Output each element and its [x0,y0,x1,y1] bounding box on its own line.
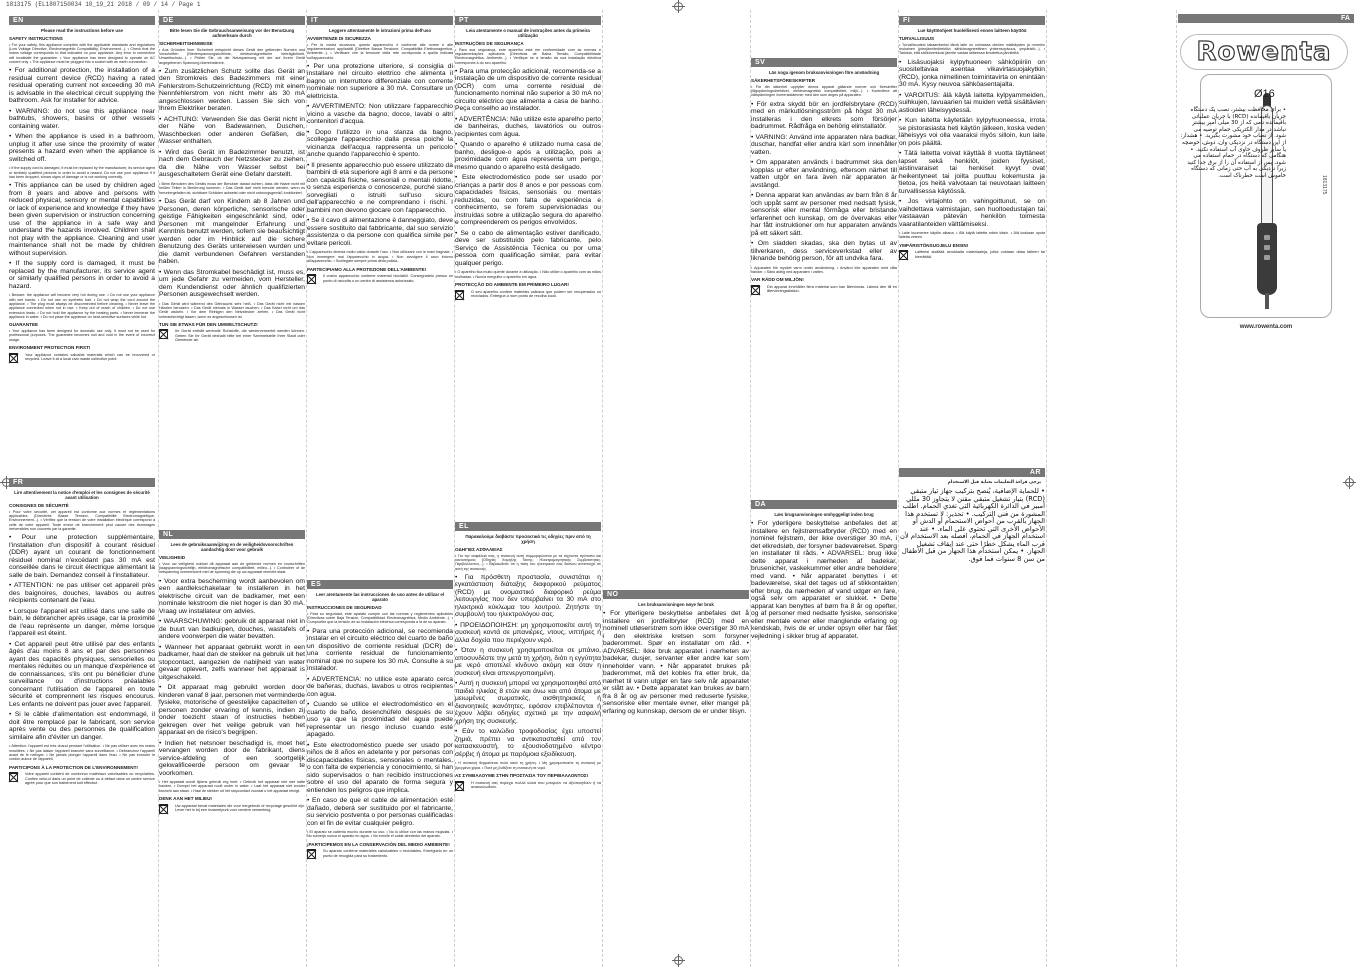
safety-warning-paragraph: • ADVERTENCIA: no utilice este aparato cerca de bañeras, duchas, lavabos u otros recipientes con agua. [307,675,453,698]
power-cord [1265,293,1269,309]
safety-warning-paragraph: • For additional protection, the installation of a residual current device (RCD) having a rated residual operating current not exceeding 30 mA is advisable in the electrical circuit supplying the bathroom. Ask for installer for advice. [9,67,155,105]
fine-print-paragraph: • Voor uw veiligheid voldoet dit apparaat aan de geldende normen en voorschriften (laagspanningsrichtlijn, elektromagnetische compatibiliteit, milieu...). • Controleer of de netspanning overeenkomt met de spanning die op uw apparaat vermeld staat. [159,561,305,575]
print-slug: 1813175 (EL1807150034 10_19_21 2018 / 09 / 14 / Page 1 [6,1,201,8]
language-section-es [306,578,454,962]
fine-print-paragraph: • Per la vostra sicurezza, questo apparecchio è conforme alle norme e alle regolamentazioni applicabili (Direttive Bassa Tensione, Compatibilità Elettromagnetica, Ambiente...). • Verificare che la tensione della rete corrisponda a quella indicata sull'apparecchio. [307,42,453,60]
safety-warning-paragraph: • En caso de que el cable de alimentación esté dañado, deberá ser sustituido por el fabricante, su servicio postventa o por personas cualificadas con el fin de evitar cualquier peligro. [307,797,453,827]
language-code-badge: PT [455,16,601,25]
fine-print-paragraph: • O aparelho fica muito quente durante a utilização. • Não utilize o aparelho com as mãos molhadas. • Nunca mergulhe o aparelho em água. [455,270,601,279]
crossed-bin-icon [307,849,316,859]
safety-warning-paragraph: • للحماية الإضافية، يُنصح بتركيب جهاز تيار متبقي (RCD) بتيار تشغيل متبقي مقنن لا يتجاوز 30 مللي أمبير في الدائرة الكهربائية التي تغذي الحمام. اطلب المشورة من فني التركيب. • تحذير: لا تستخدم هذا الجهاز بالقرب من أحواض الاستحمام أو الدش أو الأحواض الأخرى التي تحتوي على الماء. • عند استخدام الجهاز في الحمام، افصله بعد الاستخدام لأن قرب الماء يشكل خطرًا حتى عند إيقاف تشغيل الجهاز. • يمكن استخدام هذا الجهاز من قبل الأطفال من سن 8 سنوات فما فوق. [899,487,1045,563]
safety-warning-paragraph: • Para una protección adicional, se recomienda instalar en el circuito eléctrico del cuarto de baño un dispositivo de corriente residual (DCR) de una corriente residual de funcionamiento nominal que no supere los 30 mA. Consulte a su instalador. [307,627,453,673]
safety-warning-paragraph: • Om apparaten används i badrummet ska den kopplas ur efter användning, eftersom närhet till vatten utgör en fara även när apparaten är avstängd. [751,159,897,189]
safety-warning-paragraph: • ACHTUNG: Verwenden Sie das Gerät nicht in der Nähe von Badewannen, Duschen, Waschbecken oder anderen Gefäßen, die Wasser enthalten. [159,115,305,146]
safety-warning-paragraph: • Voor extra bescherming wordt aanbevolen om een aardlekschakelaar te installeren in het elektrische circuit van de badkamer, met een nominale lekstroom die niet hoger is dan 30 mA. Vraag uw installateur om advies. [159,577,305,615]
section-heading: GUARANTEE [9,322,39,328]
temperature-button-icon [1264,235,1270,240]
safety-warning-paragraph: • Cet appareil peut être utilisé par des enfants âgés d'au moins 8 ans et par des personnes ayant des capacités physiques, sensorielles ou mentales réduites ou un manque d'expérience et de connaissances, s'ils ont pu bénéficier d'une surveillance ou d'instructions préalables concernant l'utilisation de l'appareil en toute sécurité et comprennent les risques encourus. Les enfants ne doivent pas jouer avec l'appareil. [9,640,155,708]
safety-warning-paragraph: • Zum zusätzlichen Schutz sollte das Gerät an den Stromkreis des Badezimmers mit einer Fehlerstrom-Schutzeinrichtung (RCD) mit einem Nennfehlerstrom von nicht mehr als 30 mA angeschlossen werden. Lassen Sie sich von Ihrem Elektriker beraten. [159,67,305,113]
fold-line [1046,10,1047,967]
language-code-badge: EL [455,522,601,531]
safety-warning-paragraph: • Si le câble d'alimentation est endommagé, il doit être remplacé par le fabricant, son service après vente ou des personnes de qualification similaire afin d'éviter un danger. [9,711,155,741]
power-button-icon [1264,255,1270,260]
crossed-bin-icon [455,781,464,791]
recycling-text: Votre appareil contient de nombreux matériaux valorisables ou recyclables. Confiez celui-ci dans un point de collecte ou à défaut dans un centre service agréé pour que son traitement soit effectué. [25,772,155,786]
fine-print-paragraph: • Laite kuumenee käytön aikana. • Älä käytä laitetta märin käsin. • Älä koskaan upota laitetta veteen. [899,231,1045,240]
language-code-badge: IT [307,16,453,25]
safety-warning-paragraph: • Dopo l'utilizzo in una stanza da bagno, scollegare l'apparecchio dalla presa poiché la vicinanza dell'acqua rappresenta un pericolo anche quando l'apparecchio è spento. [307,128,453,159]
safety-warning-paragraph: • Quando o aparelho é utilizado numa casa de banho, desligue-o após a utilização, pois a proximidade com água representa um perigo, mesmo quando o aparelho está desligado. [455,141,601,171]
cover-panel [1178,14,1354,962]
section-heading: TUN SIE ETWAS FÜR DEN UMWELTSCHUTZ! [159,321,258,327]
language-section-no [602,588,750,962]
section-heading: ¡PARTICIPEMOS EN LA CONSERVACIÓN DEL MEDIO AMBIENTE! [307,841,450,847]
safety-warning-paragraph: • When the appliance is used in a bathroom, unplug it after use since the proximity of water presents a hazard even when the appliance is switched off. [9,133,155,163]
read-instructions-lead: Leia atentamente o manual de instruções antes da primeira utilização [466,28,590,38]
section-heading: YMPÄRISTÖNSUOJELU ENSIN! [899,242,969,248]
language-section-ar [898,466,1046,962]
section-heading: PARTICIPONS À LA PROTECTION DE L'ENVIRONNEMENT! [9,764,138,770]
fine-print-paragraph: • Turvallisuutesi takaamiseksi tämä laite on voimassa olevien määräysten ja normien mukainen (pienjännitedirektiivi, sähkömagneettinen yhteensopivuus, ympäristö...). • Tarkista, että sähköverkkosi jännite vastaa laitteessa ilmoitettua jännitettä. [899,42,1045,56]
language-code-badge: SV [751,58,897,67]
crossed-bin-icon [9,353,18,363]
language-section-el [454,520,602,962]
fine-print-paragraph: • Pour votre sécurité, cet appareil est conforme aux normes et réglementations applicables (Directives Basse Tension, Compatibilité Electromagnétique, Environnement...). • Vérifiez que la tension de votre installation électrique correspond à celle de votre appareil. Toute erreur de branchement peut causer des dommages irréversibles non couverts par la garantie. [9,509,155,531]
read-instructions-lead: Lue käyttöohjeet huolellisesti ennen laitteen käyttöä [917,28,1027,33]
fine-print-paragraph: • L'apparecchio diventa molto caldo durante l'uso. • Non utilizzare con le mani bagnate. • Non immergere mai l'apparecchio in acqua. • Non avvolgere il cavo intorno all'apparecchio. • Scollegare sempre prima della pulizia. [307,250,453,264]
language-section-de [158,14,306,524]
crossed-bin-icon [899,250,908,260]
safety-warning-paragraph: • VAROITUS: älä käytä laitetta kylpyammeiden, suihkujen, lavuaarien tai muiden vettä sisältävien astioiden läheisyydessä. [899,91,1045,114]
safety-warning-paragraph: • Lisäsuojaksi kylpyhuoneen sähköpiiriin on suositeltavaa asentaa vikavirtasuojakytkin (RCD), jonka nimellinen toimintavirta on enintään 30 mA. Kysy neuvoa sähköasentajalta. [899,58,1045,89]
recycling-text: O seu aparelho contém materiais valiosos que podem ser recuperados ou reciclados. Entregue-o num ponto de recolha local. [471,289,601,299]
safety-warning-paragraph: • För extra skydd bör en jordfelsbrytare (RCD) med en märkutlösningsström på högst 30 mA installeras i den elkrets som försörjer badrummet. Rådfråga en behörig elinstallatör. [751,100,897,131]
fine-print-paragraph: • För din säkerhet uppfyller denna apparat gällande normer och föreskrifter (lågspänningsdirektivet, elektromagnetisk kompatibilitet, miljö...). • Kontrollera att nätspänningen överensstämmer med den som anges på apparaten. [751,84,897,98]
recycling-text: Uw apparaat bevat materialen die voor hergebruik of recyclage geschikt zijn. Lever het in bij een inzamelpunt voor verdere verwerking. [175,803,305,813]
recycling-note [159,329,305,342]
safety-warning-paragraph: • WARNING: do not use this appliance near bathtubs, showers, basins or other vessels containing water. [9,107,155,130]
language-code-badge: FI [899,16,1045,25]
safety-warning-paragraph: • Pour une protection supplémentaire, l'installation d'un dispositif à courant résiduel (DDR) ayant un courant de fonctionnement résiduel nominal n'excédant pas 30 mA est conseillée dans le circuit électrique alimentant la salle de bain. Demandez conseil à l'installateur. [9,534,155,579]
safety-warning-paragraph: • Wird das Gerät im Badezimmer benutzt, ist nach dem Gebrauch der Netzstecker zu ziehen, da die Nähe von Wasser selbst bei ausgeschaltetem Gerät eine Gefahr darstellt. [159,148,305,179]
registration-mark-icon [674,2,683,11]
product-code: 1813175 [1321,175,1327,195]
safety-warning-paragraph: • Όταν η συσκευή χρησιμοποιείται σε μπάνιο, αποσυνδέστε την μετά τη χρήση, διότι η εγγύτητα με νερό αποτελεί κίνδυνο ακόμη και όταν η συσκευή είναι απενεργοποιημένη. [455,647,601,677]
fine-print-paragraph: • For your safety, this appliance complies with the applicable standards and regulations (Low Voltage Directive, Electromagnetic Compatibility, Environment...). • Check that the mains voltage corresponds to that indicated on your appliance. Any error in connection will invalidate the guarantee. • Your appliance has been designed to operate on AC current only. • The appliance must be plugged into a socket with an earth connection. [9,42,155,64]
crossed-bin-icon [159,329,168,339]
safety-warning-paragraph: • Εάν το καλώδιο τροφοδοσίας έχει υποστεί ζημιά, πρέπει να αντικατασταθεί από τον κατασκευαστή, το εξουσιοδοτημένο κέντρο σέρβις ή άτομα με παρόμοια εξειδίκευση. [455,728,601,758]
section-heading: ΟΔΗΓΙΕΣ ΑΣΦΑΛΕΙΑΣ [455,547,503,552]
safety-warning-paragraph: • VARNING: Använd inte apparaten nära badkar, duschar, handfat eller andra kärl som innehåller vatten. [751,133,897,156]
safety-warning-paragraph: • Αυτή η συσκευή μπορεί να χρησιμοποιηθεί από παιδιά ηλικίας 8 ετών και άνω και από άτομα με μειωμένες σωματικές, αισθητηριακές ή διανοητικές ικανότητες, εφόσον επιβλέπονται ή έχουν λάβει οδηγίες σχετικά με την ασφαλή χρήση της συσκευής. [455,680,601,725]
recycling-note [455,781,601,791]
fine-print-paragraph: • Beware: the appliance will become very hot during use. • Do not use your appliance with wet hands. • Do not use on synthetic hair. • Do not wrap the cord around the appliance. • The plug must always be disconnected before cleaning. • Never leave the appliance connected when not in use. • Keep out of reach of children. • Do not use extension leads. • Do not hold the appliance by the heating parts. • Never immerse the appliance in water. • Do not place the appliance on heat-sensitive surfaces while hot. [9,293,155,320]
recycling-note [455,290,601,300]
section-heading: INSTRUÇÕES DE SEGURANÇA [455,41,524,46]
language-code-badge: FR [9,478,155,487]
safety-warning-paragraph: • Il presente apparecchio può essere utilizzato da bambini di età superiore agli 8 anni e da persone con capacità fisiche, sensoriali o mentali ridotte, o senza esperienza o conoscenze, purché siano sorvegliati o istruiti sull'uso sicuro dell'apparecchio e ne comprendano i rischi. I bambini non devono giocare con l'apparecchio. [307,161,453,214]
safety-warning-paragraph: • Για πρόσθετη προστασία, συνιστάται η εγκατάσταση διάταξης διαφορικού ρεύματος (RCD) με ονομαστικό διαφορικό ρεύμα λειτουργίας που δεν υπερβαίνει τα 30 mA στο ηλεκτρικό κύκλωμα του λουτρού. Ζητήστε τη συμβουλή του ηλεκτρολόγου σας. [455,573,601,619]
safety-warning-paragraph: • ADVERTÊNCIA: Não utilize este aparelho perto de banheiras, duches, lavatórios ou outros recipientes com água. [455,115,601,138]
language-section-nl [158,528,306,962]
fine-print-paragraph: • Η συσκευή θερμαίνεται πολύ κατά τη χρήση. • Μη χρησιμοποιείτε τη συσκευή με βρεγμένα χέρια. • Ποτέ μη βυθίζετε τη συσκευή σε νερό. [455,761,601,770]
fine-print-paragraph: • Apparaten blir mycket varm under användning. • Använd inte apparaten med våta händer. • Sänk aldrig ned apparaten i vatten. [751,265,897,274]
language-code-badge: DA [751,500,897,509]
recycling-note [307,849,453,859]
safety-warning-paragraph: • Se o cabo de alimentação estiver danificado, deve ser substituído pelo fabricante, pelo Serviço de Assistência Técnica ou por uma pessoa com qualificação similar, para evitar qualquer perigo. [455,229,601,267]
read-instructions-lead: Läs noga igenom bruksanvisningen före användning [768,70,880,75]
fine-print-paragraph: • Your appliance has been designed for domestic use only. It must not be used for professional purposes. The guarantee becomes null and void in the event of incorrect usage. [9,329,155,342]
crossed-bin-icon [455,290,464,300]
read-instructions-lead: Leer atentamente las instrucciones de uso antes de utilizar el aparato [315,592,445,602]
crossed-bin-icon [159,804,168,814]
language-code-badge: AR [899,468,1045,477]
section-heading: ENVIRONMENT PROTECTION FIRST! [9,345,91,351]
read-instructions-lead: يرجى قراءة التعليمات بعناية قبل الاستخدام [947,480,1041,485]
recycling-text: Ihr Gerät enthält wertvolle Rohstoffe, die wiederverwertet werden können. Geben Sie Ihr Gerät deshalb bitte bei einer Sammelstelle Ihrer Stadt oder Gemeinde ab. [175,329,305,343]
safety-warning-paragraph: • Se il cavo di alimentazione è danneggiato, deve essere sostituito dal fabbricante, dal suo servizio assistenza o da persone con qualifica simile per evitare pericoli. [307,217,453,247]
section-heading: VEILIGHEID [159,555,186,560]
safety-warning-paragraph: • Indien het netsnoer beschadigd is, moet het vervangen worden door de fabrikant, diens service-afdeling of een soortgelijk gekwalificeerde persoon om gevaar te voorkomen. [159,739,305,777]
safety-warning-paragraph: • Jos virtajohto on vahingoittunut, se on vaihdettava valmistajan, sen huoltoedustajan tai vastaavan pätevän henkilön toimesta vaaratilanteiden välttämiseksi. [899,198,1045,228]
recycling-text: Your appliance contains valuable materials which can be recovered or recycled. Leave it at a local civic waste collection point. [25,352,155,362]
language-section-en [8,14,156,474]
recycling-note [751,285,897,295]
fine-print-paragraph: • Για την ασφάλειά σας, η συσκευή αυτή συμμορφώνεται με τα ισχύοντα πρότυπα και κανονισμούς (Οδηγίες Χαμηλής Τάσης, Ηλεκτρομαγνητικής Συμβατότητας, Περιβάλλοντος...). • Βεβαιωθείτε ότι η τάση του ηλεκτρικού σας δικτύου αντιστοιχεί σε αυτή της συσκευής. [455,553,601,571]
section-heading: SICHERHEITSHINWEISE [159,41,213,46]
safety-warning-paragraph: • Lorsque l'appareil est utilisé dans une salle de bain, le débrancher après usage, car la proximité de l'eau représente un danger, même lorsque l'appareil est éteint. [9,607,155,638]
safety-warning-paragraph: • Kun laitetta käytetään kylpyhuoneessa, irrota se pistorasiasta heti käytön jälkeen, koska veden läheisyys voi olla vaaraksi myös silloin, kun laite on pois päältä. [899,117,1045,147]
section-heading: INSTRUCCIONES DE SEGURIDAD [307,605,382,610]
safety-warning-paragraph: • For ytterligere beskyttelse anbefales det å installere en jordfeilbryter (RCD) med en nominell utløserstrøm som ikke overstiger 30 mA i den elektriske kretsen som forsyner baderommet. Spør en installatør om råd. • ADVARSEL: Ikke bruk apparatet i nærheten av badekar, dusjer, servanter eller andre kar som inneholder vann. • Når apparatet brukes på baderommet, må det kobles fra etter bruk, da nærhet til vann utgjør en fare selv når apparatet er slått av. • Dette apparatet kan brukes av barn fra 8 år og av personer med reduserte fysiske, sensoriske eller mentale evner, eller mangel på erfaring og kunnskap, dersom de er under tilsyn. [603,610,749,715]
fold-line [1176,10,1177,967]
safety-warning-paragraph: • Para uma protecção adicional, recomenda-se a instalação de um dispositivo de corrente residual (DCR) com uma corrente residual de funcionamento nominal não superior a 30 mA no circuito eléctrico que alimenta a casa de banho. Peça conselho ao instalador. [455,67,601,113]
safety-warning-paragraph: • Om sladden skadas, ska den bytas ut av tillverkaren, dess serviceverkstad eller av liknande behörig person, för att undvika fara. [751,240,897,263]
crossed-bin-icon [751,285,760,295]
section-heading: PROTECÇÃO DO AMBIENTE EM PRIMEIRO LUGAR! [455,282,569,288]
read-instructions-lead: Lees de gebruiksaanwijzing en de veiligheidsvoorschriften aandachtig door voor gebruik [170,542,294,552]
section-heading: TURVALLISUUS [899,36,935,41]
section-heading: VAR RÄDD OM MILJÖN! [751,277,804,283]
recycling-text: Su aparato contiene materiales valorizables o reciclables. Entréguelo en un punto de recogida para su tratamiento. [323,849,453,858]
fine-print-paragraph: • If the supply cord is damaged, it must be replaced by the manufacturer, its service agent or similarly qualified persons in order to avoid a hazard. Do not use your appliance if it has been dropped, shows signs of damage or is not working correctly. [9,166,155,179]
language-section-sv [750,56,898,496]
safety-warning-paragraph: • Wenn das Stromkabel beschädigt ist, muss es, um jede Gefahr zu vermeiden, vom Hersteller, dem Kundendienst oder ähnlich qualifizierten Personen ausgewechselt werden. [159,268,305,298]
safety-warning-paragraph: • ATTENTION: ne pas utiliser cet appareil près des baignoires, douches, lavabos ou autres récipients contenant de l'eau. [9,582,155,605]
language-code-fa: FA [1178,14,1354,23]
safety-warning-paragraph: • ΠΡΟΕΙΔΟΠΟΙΗΣΗ: μη χρησιμοποιείτε αυτή τη συσκευή κοντά σε μπανιέρες, ντους, νιπτήρες ή άλλα δοχεία που περιέχουν νερό. [455,621,601,644]
fa-safety-text: • برای محافظت بیشتر، نصب یک دستگاه جریان باقیمانده (RCD) با جریان عملیاتی باقیمانده نامی که از 30 میلی آمپر بیشتر نباشد در مدار الکتریکی حمام توصیه می شود. از نصاب خود مشورت بگیرید. • هشدار: از این دستگاه در نزدیکی وان، دوش، حوضچه یا سایر ظروف حاوی آب استفاده نکنید. • هنگامی که دستگاه در حمام استفاده می شود، پس از استفاده آن را از برق جدا کنید زیرا نزدیکی به آب حتی زمانی که دستگاه خاموش است خطرناک است. [1180,107,1286,179]
safety-warning-paragraph: • Denna apparat kan användas av barn från 8 år och uppåt samt av personer med nedsatt fysisk, sensorisk eller mental förmåga eller bristande erfarenhet och kunskap, om de övervakas eller har fått instruktioner om hur apparaten används på ett säkert sätt. [751,192,897,237]
language-code-badge: EN [9,16,155,25]
fine-print-paragraph: • El aparato se calienta mucho durante su uso. • No lo utilice con las manos mojadas. • No sumerja nunca el aparato en agua. • No enrolle el cable alrededor del aparato. [307,830,453,839]
fine-print-paragraph: • Het apparaat wordt tijdens gebruik erg heet. • Gebruik het apparaat niet met natte handen. • Dompel het apparaat nooit onder in water. • Laat het apparaat niet zonder toezicht aan staan. • Haal de stekker uit het stopcontact voordat u het apparaat reinigt. [159,780,305,793]
website: www.rowenta.com [1239,324,1293,330]
safety-warning-paragraph: • For yderligere beskyttelse anbefales det at installere en fejlstrømsafbryder (RCD) med en nominel fejlstrøm, der ikke overstiger 30 mA, i det elkredsløb, der forsyner badeværelset. Spørg en installatør til råds. • ADVARSEL: brug ikke dette apparat i nærheden af badekar, brusenicher, vaskekummer eller andre beholdere med vand. • Når apparatet benyttes i et badeværelse, skal det tages ud af stikkontakten efter brug, da nærheden af vand udgør en fare, også selv om apparatet er slukket. • Dette apparat kan benyttes af børn fra 8 år og opefter, og af personer med nedsatte fysiske, sensoriske eller mentale evner eller manglende erfaring og kendskab, hvis de er under opsyn eller har fået vejledning i sikker brug af apparatet. [751,520,897,640]
recycling-note [9,353,155,363]
fine-print-paragraph: • Attention: l'appareil est très chaud pendant l'utilisation. • Ne pas utiliser avec les mains mouillées. • Ne pas laisser l'appareil branché sans surveillance. • Débranchez l'appareil avant de le nettoyer. • Ne jamais plonger l'appareil dans l'eau. • Ne pas enrouler le cordon autour de l'appareil. [9,744,155,762]
section-heading: ΑΣ ΣΥΜΒΑΛΟΥΜΕ ΣΤΗΝ ΠΡΟΣΤΑΣΙΑ ΤΟΥ ΠΕΡΙΒΑΛΛΟΝΤΟΣ! [455,773,589,779]
safety-warning-paragraph: • This appliance can be used by children aged from 8 years and above and persons with reduced physical, sensory or mental capabilities or lack of experience and knowledge if they have been given supervision or instruction concerning use of the appliance in a safe way and understand the hazards involved. Children shall not play with the appliance. Cleaning and user maintenance shall not be made by children without supervision. [9,182,155,257]
temperature-button-icon [1264,245,1270,250]
recycling-note [159,804,305,814]
recycling-text: Il vostro apparecchio contiene materiali riciclabili. Consegnatelo presso un punto di raccolta o un centro di assistenza autorizzato. [323,274,453,283]
recycling-text: Din apparat innehåller flera material som kan återvinnas. Lämna den till en återvinningsstation. [767,284,897,294]
language-section-fi [898,14,1046,464]
safety-warning-paragraph: • Cuando se utilice el electrodoméstico en el cuarto de baño, desenchúfelo después de su uso ya que la proximidad del agua puede representar un riesgo incluso cuando esté apagado. [307,701,453,739]
language-code-badge: DE [159,16,305,25]
safety-warning-paragraph: • Per una protezione ulteriore, si consiglia di installare nel circuito elettrico che alimenta il bagno un interruttore differenziale con corrente nominale non superiore a 30 mA. Consultare un elettricista. [307,62,453,100]
read-instructions-lead: Les bruksanvisningen nøye før bruk [638,602,714,607]
fine-print-paragraph: • Para su seguridad, este aparato cumple con las normas y reglamentos aplicables (Directivas sobre Baja Tensión, Compatibilidad Electromagnética, Medio Ambiente...). • Compruebe que la tensión de su instalación eléctrica corresponda a la de su aparato. [307,611,453,625]
safety-warning-paragraph: • Dit apparaat mag gebruikt worden door kinderen vanaf 8 jaar, personen met verminderde fysieke, motorische of geestelijke capaciteiten of personen zonder ervaring of kennis, indien zij onder toezicht staan of instructies hebben gekregen over het veilige gebruik van het apparaat en de risico's begrijpen. [159,684,305,737]
crossed-bin-icon [307,274,316,284]
read-instructions-lead: Bitte lesen Sie die Gebrauchsanweisung vor der Benutzung aufmerksam durch [169,28,295,38]
safety-warning-paragraph: • If the supply cord is damaged, it must be replaced by the manufacturer, its service agent or similarly qualified persons in order to avoid a hazard. [9,260,155,290]
read-instructions-lead: Παρακαλούμε διαβάστε προσεκτικά τις οδηγίες πριν από τη χρήση [465,534,591,544]
brand-logo: Rowenta [1180,34,1348,70]
safety-warning-paragraph: • AVVERTIMENTO: Non utilizzare l'apparecchio vicino a vasche da bagno, docce, lavabi o altri contenitori d'acqua. [307,103,453,126]
barrel-diameter: Ø16 [1254,88,1275,100]
crossed-bin-icon [9,772,18,782]
language-section-da [750,498,898,962]
recycling-note [9,772,155,785]
language-section-fr [8,476,156,962]
fine-print-paragraph: • Beim Benutzen des Geräts muss der Benutzer darauf achten, dass die Haare nicht mit heißen Teilen in Berührung kommen. • Das Gerät darf nicht benutzt werden, wenn es heruntergefallen ist, sichtbare Schäden aufweist oder nicht ordnungsgemäß funktioniert. [159,181,305,195]
section-heading: SÄKERHETSFÖRESKRIFTER [751,78,816,83]
read-instructions-lead: Please read the instructions before use [41,28,123,33]
fine-print-paragraph: • Das Gerät wird während des Gebrauchs sehr heiß. • Das Gerät nicht mit nassen Händen benutzen. • Das Gerät niemals in Wasser tauchen. • Das Kabel nicht um das Gerät wickeln. • Vor dem Reinigen den Netzstecker ziehen. • Das Gerät nicht unbeaufsichtigt lassen, wenn es angeschlossen ist. [159,301,305,319]
section-heading: SAFETY INSTRUCTIONS [9,36,63,41]
safety-warning-paragraph: • WAARSCHUWING: gebruik dit apparaat niet in de buurt van badkuipen, douches, wastafels of andere voorwerpen die water bevatten. [159,618,305,641]
fine-print-paragraph: • Aus Gründen Ihrer Sicherheit entspricht dieses Gerät den geltenden Normen und Vorschriften (Niederspannungsrichtlinie, elektromagnetische Verträglichkeit, Umweltschutz...). • Prüfen Sie, ob die Netzspannung mit der auf Ihrem Gerät angegebenen Spannung übereinstimmt. [159,47,305,65]
language-section-it [306,14,454,574]
safety-warning-paragraph: • Este electrodoméstico puede ser usado por niños de 8 años en adelante y por personas con discapacidades físicas, sensoriales o mentales, o con falta de experiencia y conocimiento, si han sido supervisados o han recibido instrucciones sobre el uso del aparato de forma segura y entienden los peligros que implica. [307,741,453,794]
recycling-note [307,274,453,284]
safety-warning-paragraph: • Wanneer het apparaat gebruikt wordt in een badkamer, haal dan de stekker na gebruik uit het stopcontact, aangezien de nabijheid van water gevaar oplevert, zelfs wanneer het apparaat is uitgeschakeld. [159,643,305,681]
recycling-note [899,250,1045,260]
language-section-pt [454,14,602,514]
read-instructions-lead: Læs brugsanvisningen omhyggeligt inden brug [774,512,874,517]
read-instructions-lead: Leggere attentamente le istruzioni prima dell'uso [328,28,432,33]
section-heading: AVVERTENZE DI SICUREZZA [307,36,371,41]
section-heading: PARTECIPIAMO ALLA PROTEZIONE DELL'AMBIENTE! [307,266,427,272]
language-code-badge: ES [307,580,453,589]
safety-warning-paragraph: • Tätä laitetta voivat käyttää 8 vuotta täyttäneet lapset sekä henkilöt, joiden fyysiset, aistinvaraiset tai henkiset kyvyt ovat heikentyneet tai joilta puuttuu kokemusta ja tietoa, jos heitä valvotaan tai neuvotaan laitteen turvallisessa käytössä. [899,150,1045,195]
fine-print-paragraph: • Para sua segurança, este aparelho está em conformidade com as normas e regulamentações aplicáveis (Directivas de Baixa Tensão, Compatibilidade Electromagnética, Ambiente...). • Verifique se a tensão da sua instalação eléctrica corresponde à do seu aparelho. [455,47,601,65]
recycling-text: Laitteesi sisältää arvokkaita materiaaleja, jotka voidaan ottaa talteen tai kierrättää. [915,250,1045,259]
recycling-text: Η συσκευή σας περιέχει πολλά υλικά που μπορούν να αξιοποιηθούν ή να ανακυκλωθούν. [471,780,601,790]
safety-warning-paragraph: • Este electrodoméstico pode ser usado por crianças a partir dos 8 anos e por pessoas com capacidades físicas, sensoriais ou mentais reduzidas, ou com falta de experiência e conhecimento, se forem supervisionadas ou instruídas sobre a utilização segura do aparelho e compreenderem os perigos envolvidos. [455,174,601,227]
language-code-badge: NO [603,590,749,599]
safety-warning-paragraph: • Das Gerät darf von Kindern ab 8 Jahren und Personen, deren körperliche, sensorische oder geistige Fähigkeiten eingeschränkt sind, oder Personen mit mangelnder Erfahrung und Kenntnis benutzt werden, sofern sie beaufsichtigt werden oder im Hinblick auf die sichere Benutzung des Geräts unterwiesen wurden und die damit verbundenen Gefahren verstanden haben. [159,198,305,265]
language-code-badge: NL [159,530,305,539]
section-heading: DENK AAN HET MILIEU! [159,796,212,802]
section-heading: CONSIGNES DE SÉCURITÉ [9,503,69,508]
read-instructions-lead: Lire attentivement la notice d'emploi et les consignes de sécurité avant utilisation [14,490,150,500]
